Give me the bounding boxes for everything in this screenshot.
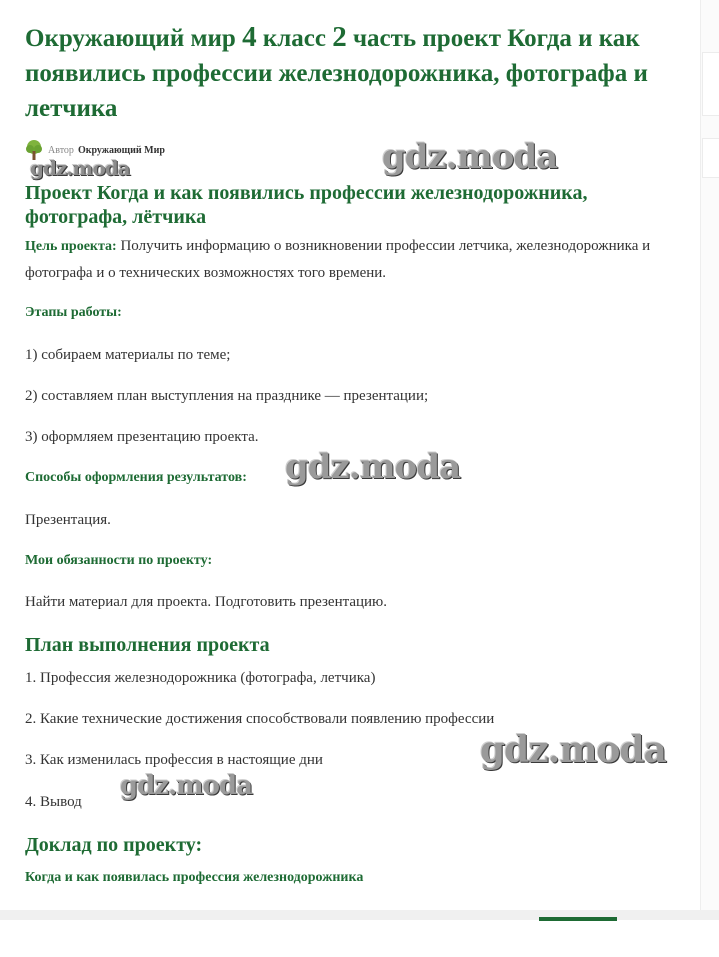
stages-label: Этапы работы: <box>25 305 122 320</box>
methods-text: Презентация. <box>25 512 111 528</box>
goal-paragraph <box>25 233 665 286</box>
site-logo: gdz.moda <box>30 156 130 180</box>
goal-text: Получить информацию о возникновении профессии летчика, железнодорожника и фотографа и о технических возможностях того времени. <box>25 238 651 281</box>
plan-item: 3. Как изменилась профессия в настоящие дни <box>25 752 323 768</box>
plan-item: 2. Какие технические достижения способствовали появлению профессии <box>25 711 495 727</box>
page-title: Окружающий мир 4 класс 2 часть проект Когда и как появились профессии железнодорожника, фотографа и летчика <box>25 21 648 122</box>
active-indicator <box>539 917 617 921</box>
plan-item: 1. Профессия железнодорожника (фотографа, летчика) <box>25 670 376 686</box>
watermark: gdz.moda <box>120 771 253 801</box>
report-subheading: Когда и как появилась профессия железнодорожника <box>25 870 364 885</box>
duties-text: Найти материал для проекта. Подготовить презентацию. <box>25 594 388 610</box>
duties-label: Мои обязанности по проекту: <box>25 553 213 568</box>
stage-item: 1) собираем материалы по теме; <box>25 347 231 363</box>
sidebar-widget[interactable] <box>702 52 719 116</box>
watermark: gdz.moda <box>382 137 558 177</box>
watermark: gdz.moda <box>480 729 666 771</box>
sidebar-strip <box>700 0 719 910</box>
sidebar-widget[interactable] <box>702 138 719 178</box>
goal-label: Цель проекта: <box>25 239 117 254</box>
stage-item: 3) оформляем презентацию проекта. <box>25 429 259 445</box>
stage-item: 2) составляем план выступления на празднике — презентации; <box>25 388 429 404</box>
report-heading: Доклад по проекту: <box>25 834 203 856</box>
plan-item: 4. Вывод <box>25 794 82 810</box>
author-prefix: Автор <box>48 144 74 156</box>
watermark: gdz.moda <box>285 447 461 487</box>
author-link[interactable]: Окружающий Мир <box>77 144 165 156</box>
plan-heading: План выполнения проекта <box>25 634 270 656</box>
article-heading: Проект Когда и как появились профессии железнодорожника, фотографа, лётчика <box>25 182 588 228</box>
methods-label: Способы оформления результатов: <box>25 470 247 485</box>
